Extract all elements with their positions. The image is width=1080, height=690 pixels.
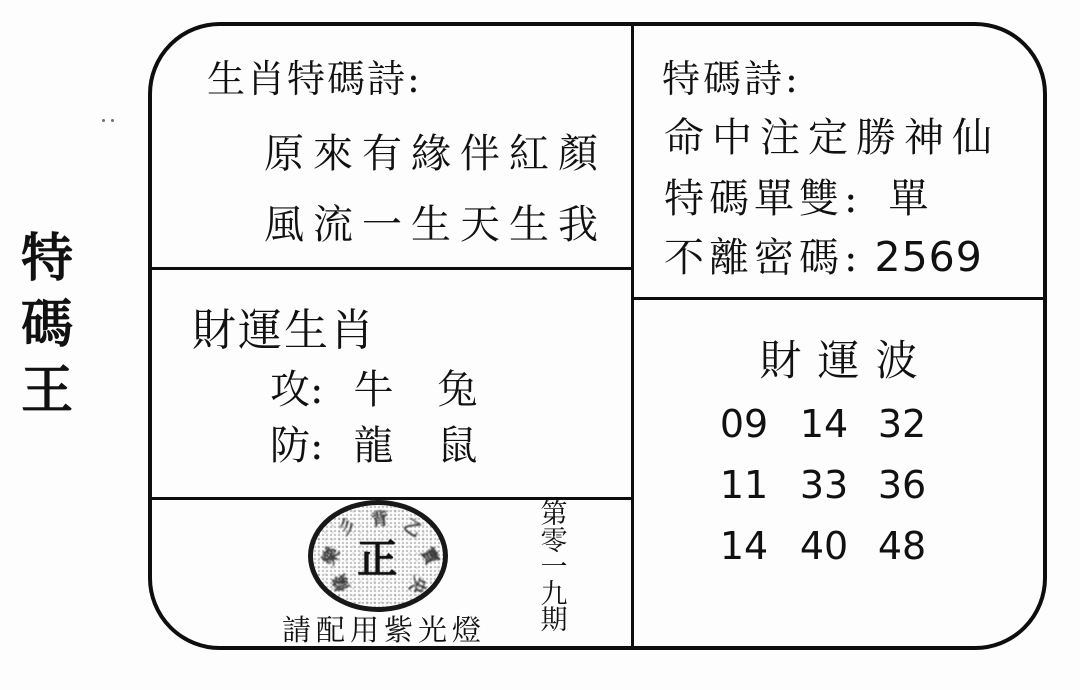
stamp-ring-mark: 絛 (329, 570, 355, 595)
issue-char: 九 (540, 578, 568, 610)
special-poem-title: 特碼詩: (662, 57, 801, 101)
password-row (664, 226, 983, 283)
wave-number: 33 (799, 463, 849, 507)
defend-row (270, 414, 477, 471)
stamp-ring-mark: 乙 (399, 515, 425, 542)
special-poem-section (634, 26, 1043, 300)
odd-even-row (664, 167, 933, 224)
defend-zodiac-1: 龍 (353, 423, 394, 469)
stamp-ring-mark: 樂 (319, 544, 345, 569)
special-poem-line: 命中注定勝神仙 (664, 115, 1000, 161)
defend-zodiac-2: 鼠 (437, 423, 478, 469)
fortune-wave-number-grid (704, 404, 940, 566)
masthead-char: 王 (20, 360, 73, 421)
stamp-ring-mark: 彡 (334, 514, 360, 541)
wave-number: 14 (799, 402, 849, 446)
stamp-ring-mark: 背 (370, 509, 390, 531)
wave-number: 09 (719, 402, 769, 446)
attack-zodiac-2: 兔 (437, 367, 478, 413)
stamp-center-char: 正 (357, 535, 398, 583)
issue-char: 一 (540, 552, 568, 583)
password-value: 2569 (874, 233, 983, 281)
fortune-zodiac-title: 財運生肖 (192, 305, 376, 356)
issue-char: 期 (540, 605, 568, 636)
wave-number: 32 (877, 402, 927, 446)
wave-number: 14 (719, 524, 769, 568)
uv-light-caption: 請配用紫光燈 (282, 613, 487, 647)
attack-zodiac-1: 牛 (353, 367, 394, 413)
attack-label: 攻: (270, 367, 324, 413)
defend-label: 防: (270, 423, 324, 469)
fortune-zodiac-section (152, 270, 631, 500)
fortune-wave-title: 財運波 (759, 336, 934, 385)
stamp-ring-mark: 寳 (416, 544, 442, 569)
zodiac-poem-line-2: 風流一生天生我 (264, 202, 607, 248)
lottery-card (148, 22, 1047, 650)
masthead-title (14, 226, 80, 424)
right-column (634, 26, 1043, 646)
left-column (152, 26, 634, 646)
masthead-char: 特 (20, 228, 73, 289)
scan-speck-dots (102, 107, 120, 126)
issue-char: 第 (540, 499, 568, 530)
approval-stamp-seal (308, 500, 448, 612)
stamp-ring-mark: 央 (404, 572, 430, 597)
issue-number (536, 499, 572, 636)
stamp-section (152, 500, 631, 646)
odd-even-value: 單 (888, 176, 934, 222)
odd-even-label: 特碼單雙: (664, 176, 863, 222)
zodiac-poem-section (152, 26, 631, 270)
wave-number: 40 (799, 524, 849, 568)
zodiac-poem-title: 生肖特碼詩: (207, 57, 422, 101)
fortune-wave-section (634, 300, 1043, 646)
zodiac-poem-line-1: 原來有緣伴紅顏 (264, 131, 607, 177)
wave-number: 11 (719, 463, 769, 507)
attack-row (270, 358, 477, 415)
wave-number: 36 (877, 463, 927, 507)
issue-char: 零 (540, 525, 568, 557)
wave-number: 48 (877, 524, 927, 568)
masthead-char: 碼 (20, 294, 73, 355)
password-label: 不離密碼: (664, 235, 863, 281)
